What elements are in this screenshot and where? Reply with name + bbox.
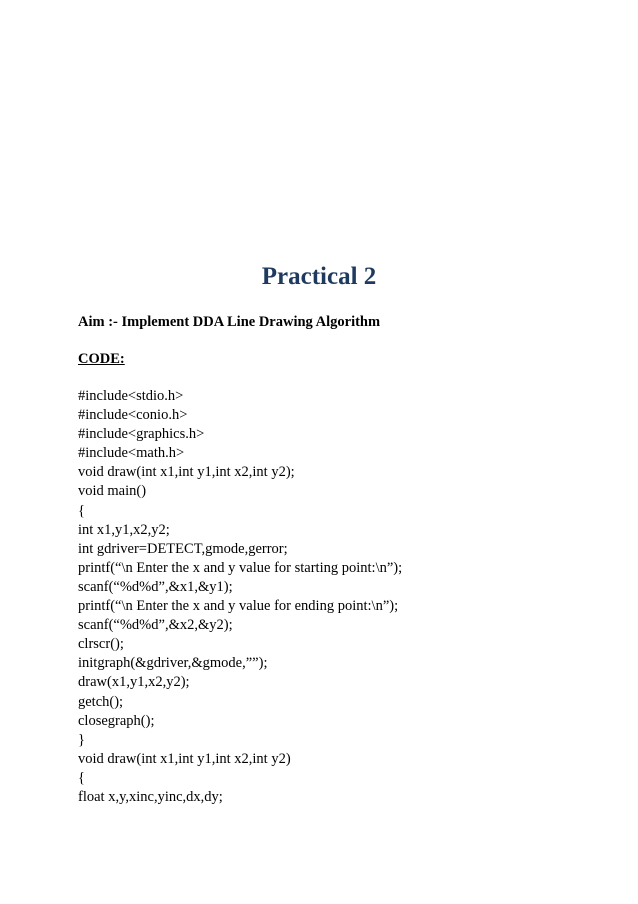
code-line: { xyxy=(78,769,85,786)
code-line: closegraph(); xyxy=(78,712,155,729)
code-line: float x,y,xinc,yinc,dx,dy; xyxy=(78,788,223,805)
code-line: initgraph(&gdriver,&gmode,””); xyxy=(78,655,268,672)
code-line: #include<conio.h> xyxy=(78,407,188,424)
aim-statement: Aim :- Implement DDA Line Drawing Algorithm xyxy=(78,314,381,330)
code-line: void main() xyxy=(78,483,147,500)
code-line: #include<math.h> xyxy=(78,445,185,462)
code-line: #include<graphics.h> xyxy=(78,426,205,443)
code-line: clrscr(); xyxy=(78,636,124,653)
code-line: } xyxy=(78,731,85,748)
code-line: #include<stdio.h> xyxy=(78,388,184,404)
code-line: draw(x1,y1,x2,y2); xyxy=(78,674,190,691)
code-line: getch(); xyxy=(78,693,124,710)
code-line: void draw(int x1,int y1,int x2,int y2); xyxy=(78,464,295,481)
code-line: scanf(“%d%d”,&x1,&y1); xyxy=(78,578,233,595)
code-line: int gdriver=DETECT,gmode,gerror; xyxy=(78,540,288,557)
code-block xyxy=(78,387,402,807)
code-line: printf(“\n Enter the x and y value for starting point:\n”); xyxy=(78,559,403,576)
code-line: scanf(“%d%d”,&x2,&y2); xyxy=(78,617,233,634)
page-title: Practical 2 xyxy=(261,263,377,290)
code-line: int x1,y1,x2,y2; xyxy=(78,521,170,538)
code-line: { xyxy=(78,502,85,519)
code-heading: CODE: xyxy=(78,351,125,367)
code-line: printf(“\n Enter the x and y value for ending point:\n”); xyxy=(78,598,399,615)
code-line: void draw(int x1,int y1,int x2,int y2) xyxy=(78,750,291,767)
